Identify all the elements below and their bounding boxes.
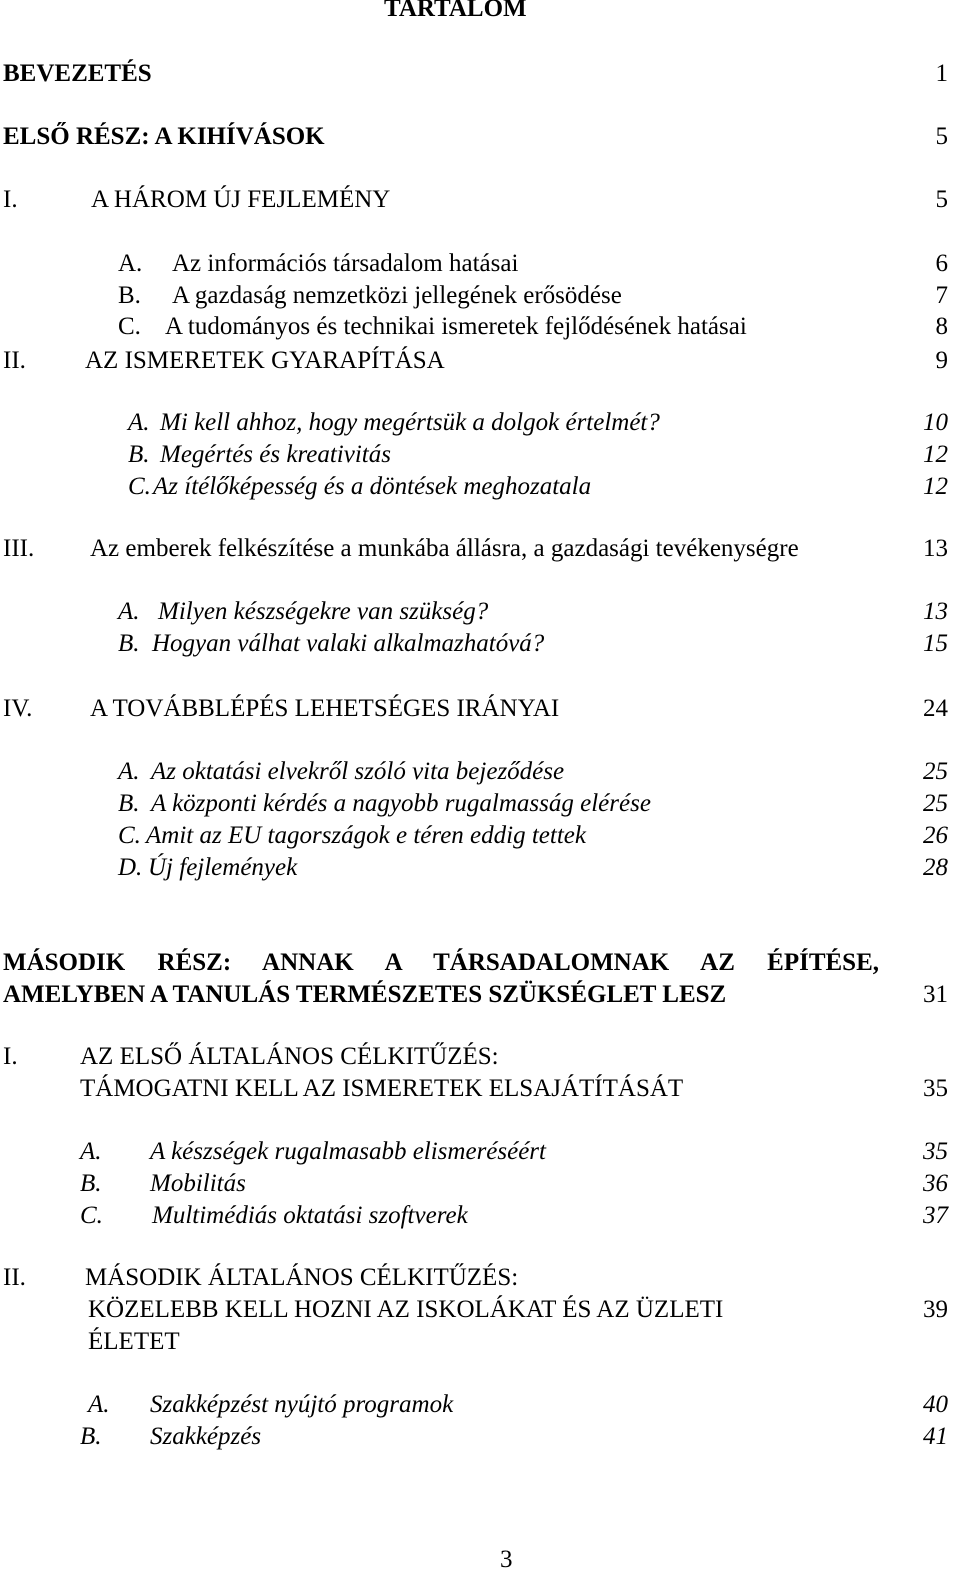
toc-text-line2: AMELYBEN A TANULÁS TERMÉSZETES SZÜKSÉGLET LESZ bbox=[3, 981, 727, 1008]
toc-num: B. bbox=[118, 630, 140, 657]
toc-num: II. bbox=[3, 347, 26, 374]
toc-page: 25 bbox=[923, 790, 948, 817]
toc-page: 10 bbox=[923, 409, 948, 436]
toc-text: Multimédiás oktatási szoftverek bbox=[152, 1202, 468, 1229]
toc-text: Mobilitás bbox=[150, 1170, 246, 1197]
page-number: 3 bbox=[500, 1546, 513, 1573]
toc-num: A. bbox=[118, 598, 140, 625]
toc-page: 35 bbox=[923, 1075, 948, 1102]
toc-num: A. bbox=[80, 1138, 102, 1165]
toc-text: BEVEZETÉS bbox=[3, 60, 152, 87]
toc-text-line1: MÁSODIK ÁLTALÁNOS CÉLKITŰZÉS: bbox=[85, 1264, 519, 1291]
toc-page: 24 bbox=[923, 695, 948, 722]
toc-page: 5 bbox=[935, 186, 948, 213]
toc-num: II. bbox=[3, 1264, 26, 1291]
toc-num: A. bbox=[118, 250, 143, 277]
toc-page: 15 bbox=[923, 630, 948, 657]
toc-num: B. bbox=[80, 1423, 102, 1450]
toc-num: D. bbox=[118, 854, 143, 881]
toc-text: Az ítélőképesség és a döntések meghozatala bbox=[153, 473, 592, 500]
toc-page: 5 bbox=[935, 123, 948, 150]
toc-text-line1: AZ ELSŐ ÁLTALÁNOS CÉLKITŰZÉS: bbox=[80, 1043, 499, 1070]
toc-num: I. bbox=[3, 186, 18, 213]
toc-page: 40 bbox=[923, 1391, 948, 1418]
toc-text: Amit az EU tagországok e téren eddig tettek bbox=[146, 822, 586, 849]
toc-text-line2: TÁMOGATNI KELL AZ ISMERETEK ELSAJÁTÍTÁSÁT bbox=[80, 1075, 684, 1102]
toc-text: Új fejlemények bbox=[148, 854, 298, 881]
toc-num: IV. bbox=[3, 695, 33, 722]
toc-page: 12 bbox=[923, 441, 948, 468]
toc-page: 36 bbox=[923, 1170, 948, 1197]
toc-page: 28 bbox=[923, 854, 948, 881]
toc-text: Megértés és kreativitás bbox=[160, 441, 391, 468]
toc-num: III. bbox=[3, 535, 35, 562]
toc-text: Az információs társadalom hatásai bbox=[172, 250, 519, 277]
toc-num: B. bbox=[128, 441, 150, 468]
toc-num: B. bbox=[118, 790, 140, 817]
toc-page: 41 bbox=[923, 1423, 948, 1450]
toc-text: Szakképzést nyújtó programok bbox=[150, 1391, 454, 1418]
toc-num: B. bbox=[80, 1170, 102, 1197]
toc-page: 39 bbox=[923, 1296, 948, 1323]
toc-num: C. bbox=[80, 1202, 103, 1229]
toc-text-line3: ÉLETET bbox=[88, 1328, 180, 1355]
toc-page: 6 bbox=[935, 250, 948, 277]
toc-text: A központi kérdés a nagyobb rugalmasság elérése bbox=[151, 790, 651, 817]
toc-text-line2: KÖZELEBB KELL HOZNI AZ ISKOLÁKAT ÉS AZ ÜZLETI bbox=[88, 1296, 724, 1323]
toc-num: C. bbox=[118, 313, 141, 340]
toc-text: Hogyan válhat valaki alkalmazhatóvá? bbox=[152, 630, 545, 657]
toc-num: A. bbox=[88, 1391, 110, 1418]
toc-page: 7 bbox=[935, 282, 948, 309]
toc-text: A HÁROM ÚJ FEJLEMÉNY bbox=[91, 186, 391, 213]
toc-page: 9 bbox=[935, 347, 948, 374]
toc-text: A TOVÁBBLÉPÉS LEHETSÉGES IRÁNYAI bbox=[90, 695, 560, 722]
toc-page: 1 bbox=[935, 60, 948, 87]
toc-num: B. bbox=[118, 282, 141, 309]
toc-text: Az emberek felkészítése a munkába állásra, a gazdasági tevékenységre bbox=[90, 535, 799, 562]
toc-text: A készségek rugalmasabb elismeréséért bbox=[150, 1138, 546, 1165]
toc-text-line1: MÁSODIK RÉSZ: ANNAK A TÁRSADALOMNAK AZ ÉPÍTÉSE, bbox=[3, 949, 879, 976]
page-title: TARTALOM bbox=[384, 0, 527, 22]
toc-text: ELSŐ RÉSZ: A KIHÍVÁSOK bbox=[3, 123, 325, 150]
toc-num: C. bbox=[128, 473, 151, 500]
toc-text: AZ ISMERETEK GYARAPÍTÁSA bbox=[85, 347, 445, 374]
toc-num: A. bbox=[128, 409, 150, 436]
toc-page: 13 bbox=[923, 598, 948, 625]
toc-num: C. bbox=[118, 822, 141, 849]
toc-num: A. bbox=[118, 758, 140, 785]
toc-page: 8 bbox=[935, 313, 948, 340]
toc-text: Milyen készségekre van szükség? bbox=[158, 598, 489, 625]
toc-page: 13 bbox=[923, 535, 948, 562]
toc-page: 31 bbox=[923, 981, 948, 1008]
toc-text: Szakképzés bbox=[150, 1423, 262, 1450]
toc-page: 12 bbox=[923, 473, 948, 500]
toc-text: Mi kell ahhoz, hogy megértsük a dolgok értelmét? bbox=[160, 409, 660, 436]
toc-page: 25 bbox=[923, 758, 948, 785]
toc-text: A gazdaság nemzetközi jellegének erősödése bbox=[172, 282, 622, 309]
toc-page: 35 bbox=[923, 1138, 948, 1165]
toc-num: I. bbox=[3, 1043, 18, 1070]
toc-text: Az oktatási elvekről szóló vita bejeződése bbox=[151, 758, 565, 785]
toc-page: 37 bbox=[923, 1202, 948, 1229]
toc-text: A tudományos és technikai ismeretek fejlődésének hatásai bbox=[165, 313, 747, 340]
toc-page: 26 bbox=[923, 822, 948, 849]
